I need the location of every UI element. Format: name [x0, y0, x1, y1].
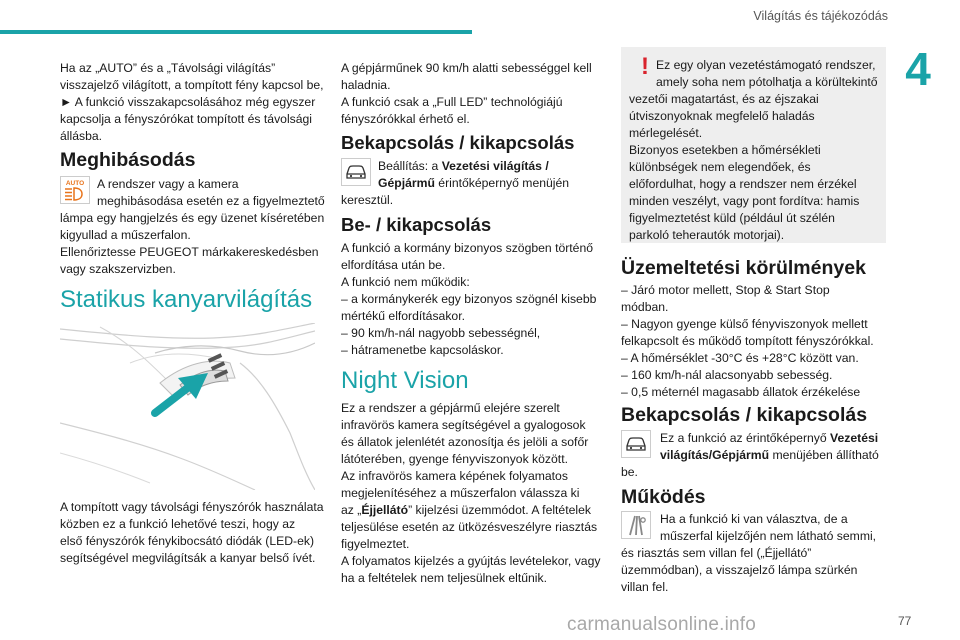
text-line: – Nagyon gyenge külső fényviszonyok mellett — [621, 317, 868, 331]
text-line: – a kormánykerék egy bizonyos szögnél kisebb — [341, 292, 597, 306]
text-line: ► A funkció visszakapcsolásához még egyszer — [60, 95, 316, 109]
text-line: – Járó motor mellett, Stop & Start Stop — [621, 283, 830, 297]
header-accent-bar — [0, 30, 472, 34]
text-line: látóterében, gyenge fényviszonyok között. — [341, 452, 568, 466]
text-line — [378, 158, 613, 175]
text-line: közben ez a funkció lehetővé teszi, hogy az — [60, 517, 296, 531]
text-line: műszerfal kijelzőjén nem látható semmi, — [660, 529, 877, 543]
operating-conditions-heading: Üzemeltetési körülmények — [621, 257, 866, 279]
text-line: – 160 km/h-nál alacsonyabb sebesség. — [621, 368, 833, 382]
menu-path-bold: Vezetési világítás / — [441, 159, 549, 173]
menu-path-bold: Vezetési — [830, 431, 879, 445]
col1-intro — [60, 60, 325, 145]
text-span: menüjében állítható — [769, 448, 879, 462]
switch-heading-col3: Bekapcsolás / kikapcsolás — [621, 404, 868, 426]
night-vision-text — [341, 400, 616, 587]
text-line: visszajelző világított, a tompított fény kapcsol be, — [60, 78, 324, 92]
header-title: Világítás és tájékozódás — [753, 9, 888, 23]
switch-text-col3-end: be. — [621, 465, 638, 479]
static-cornering-text — [60, 499, 330, 567]
text-line: mértékű elfordításakor. — [341, 309, 465, 323]
text-line: útviszonyoknak megfelelő haladás — [629, 109, 815, 123]
text-line: Ez egy olyan vezetéstámogató rendszer, — [656, 58, 876, 72]
page-number: 77 — [898, 614, 912, 628]
text-line: segítségével megvilágítsák a kanyar belső ívét. — [60, 551, 316, 565]
text-span: Ez a funkció az érintőképernyő — [660, 431, 831, 445]
chapter-number: 4 — [905, 43, 931, 95]
text-line: mérlegelését. — [629, 126, 703, 140]
onoff-text — [341, 240, 616, 359]
text-line: és állatok jelenlétét azonosítja és jelöli a sofőr — [341, 435, 589, 449]
function-text-indent — [660, 511, 892, 545]
text-line: első fényszórók fénykibocsátó diódák (LED-ek) — [60, 534, 315, 548]
text-line: A funkció csak a „Full LED” technológiájú — [341, 95, 563, 109]
text-line: A gépjárműnek 90 km/h alatti sebességgel kell — [341, 61, 592, 75]
text-line: minden veszélyt, vagy pont fordítva: hamis — [629, 194, 860, 208]
text-line — [378, 175, 613, 192]
text-line: parkoló teherautók motorjai). — [629, 228, 785, 242]
text-line — [660, 430, 892, 447]
text-line: Ellenőriztesse PEUGEOT márkakereskedésben — [60, 245, 319, 259]
fault-text-indent — [97, 176, 327, 210]
fault-text — [60, 210, 328, 278]
text-line: módban. — [621, 300, 669, 314]
switch-text-col3 — [660, 430, 892, 464]
function-heading: Működés — [621, 486, 706, 508]
text-line: figyelmeztetést küld (például út szélén — [629, 211, 835, 225]
text-line: meghibásodása esetén ez a figyelmeztető — [97, 194, 325, 208]
text-line: lámpa egy hangjelzés és egy üzenet kíséretében — [60, 211, 325, 225]
text-span: az „ — [341, 503, 362, 517]
text-line: vagy szakszervizben. — [60, 262, 176, 276]
text-line: felkapcsolt és működő tompított fényszórókkal. — [621, 334, 874, 348]
text-span: ” kijelzési üzemmódot. A feltételek — [408, 503, 591, 517]
text-line: és riasztás sem villan fel („Éjjellátó” — [621, 546, 812, 560]
text-line: – 90 km/h-nál nagyobb sebességnél, — [341, 326, 541, 340]
text-line: különbségek nem elegendőek, és — [629, 160, 811, 174]
display-mode-bold: Éjjellátó — [361, 503, 409, 517]
night-vision-icon — [621, 511, 651, 539]
text-line: – hátramenetbe kapcsoláskor. — [341, 343, 504, 357]
text-line — [660, 447, 892, 464]
text-line: üzemmódban), a visszajelző lámpa szürkén — [621, 563, 858, 577]
operating-conditions-text — [621, 282, 896, 401]
text-line: állásba. — [60, 129, 103, 143]
auto-headlamp-icon — [60, 176, 90, 204]
arrow-icon — [155, 373, 208, 413]
text-line: haladnia. — [341, 78, 391, 92]
onoff-heading: Be- / kikapcsolás — [341, 214, 492, 235]
function-text — [621, 545, 893, 596]
text-line — [341, 502, 616, 519]
warning-icon: ! — [641, 53, 649, 80]
text-line: figyelmeztet. — [341, 537, 410, 551]
car-icon — [621, 430, 651, 458]
text-line: elfordítása után be. — [341, 258, 446, 272]
text-line: kigyullad a műszerfalon. — [60, 228, 191, 242]
text-line: Bizonyos esetekben a hőmérsékleti — [629, 143, 821, 157]
text-line: – 0,5 méternél magasabb állatok érzékelése — [621, 385, 861, 399]
text-span: érintőképernyő menüjén — [434, 176, 570, 190]
menu-path-bold: világítás/Gépjármű — [660, 448, 770, 462]
text-span: Beállítás: a — [378, 159, 442, 173]
watermark: carmanualsonline.info — [567, 614, 757, 635]
switch-text-col2 — [378, 158, 613, 192]
col2-intro — [341, 60, 611, 128]
text-line: infravörös kamera segítségével a gyalogosok — [341, 418, 586, 432]
text-line: Ha a funkció ki van választva, de a — [660, 512, 848, 526]
text-line: teljesülése esetén az ütközésveszélyre riasztás — [341, 520, 598, 534]
fault-heading: Meghibásodás — [60, 149, 196, 171]
menu-path-bold: Gépjármű — [378, 176, 435, 190]
text-line: előfordulhat, hogy a rendszer nem érzékel — [629, 177, 857, 191]
text-line: – A hőmérséklet -30°C és +28°C között van. — [621, 351, 859, 365]
text-line: Az infravörös kamera képének folyamatos — [341, 469, 568, 483]
text-line: villan fel. — [621, 580, 669, 594]
text-line: amely soha nem pótolhatja a körültekintő — [656, 75, 878, 89]
static-cornering-heading: Statikus kanyarvilágítás — [60, 286, 313, 313]
text-line: A funkció a kormány bizonyos szögben történő — [341, 241, 594, 255]
text-line: kapcsolja a fényszórókat tompított és távolsági — [60, 112, 313, 126]
text-line: A folyamatos kijelzés a gyújtás levételekor, vagy — [341, 554, 601, 568]
text-line: fényszórókkal érhető el. — [341, 112, 470, 126]
switch-text-col2-end: keresztül. — [341, 193, 394, 207]
text-line: A rendszer vagy a kamera — [97, 177, 239, 191]
car-icon — [341, 158, 371, 186]
night-vision-heading: Night Vision — [341, 367, 469, 394]
text-line: Ez a rendszer a gépjármű elejére szerelt — [341, 401, 560, 415]
text-line: megjelenítéséhez a műszerfalon válassza ki — [341, 486, 580, 500]
text-line: vezetői magatartást, és az éjszakai — [629, 92, 819, 106]
text-line: Ha az „AUTO” és a „Távolsági világítás” — [60, 61, 276, 75]
headlamp-illustration — [60, 323, 315, 490]
text-line: A tompított vagy távolsági fényszórók használata — [60, 500, 324, 514]
auto-icon-label: AUTO — [65, 180, 85, 187]
text-line: A funkció nem működik: — [341, 275, 470, 289]
switch-heading-col2: Bekapcsolás / kikapcsolás — [341, 132, 575, 153]
warning-text-indent — [656, 57, 884, 91]
warning-box — [621, 47, 886, 243]
text-line: ha a feltételek nem teljesülnek eltűnik. — [341, 571, 547, 585]
warning-text — [629, 91, 884, 244]
